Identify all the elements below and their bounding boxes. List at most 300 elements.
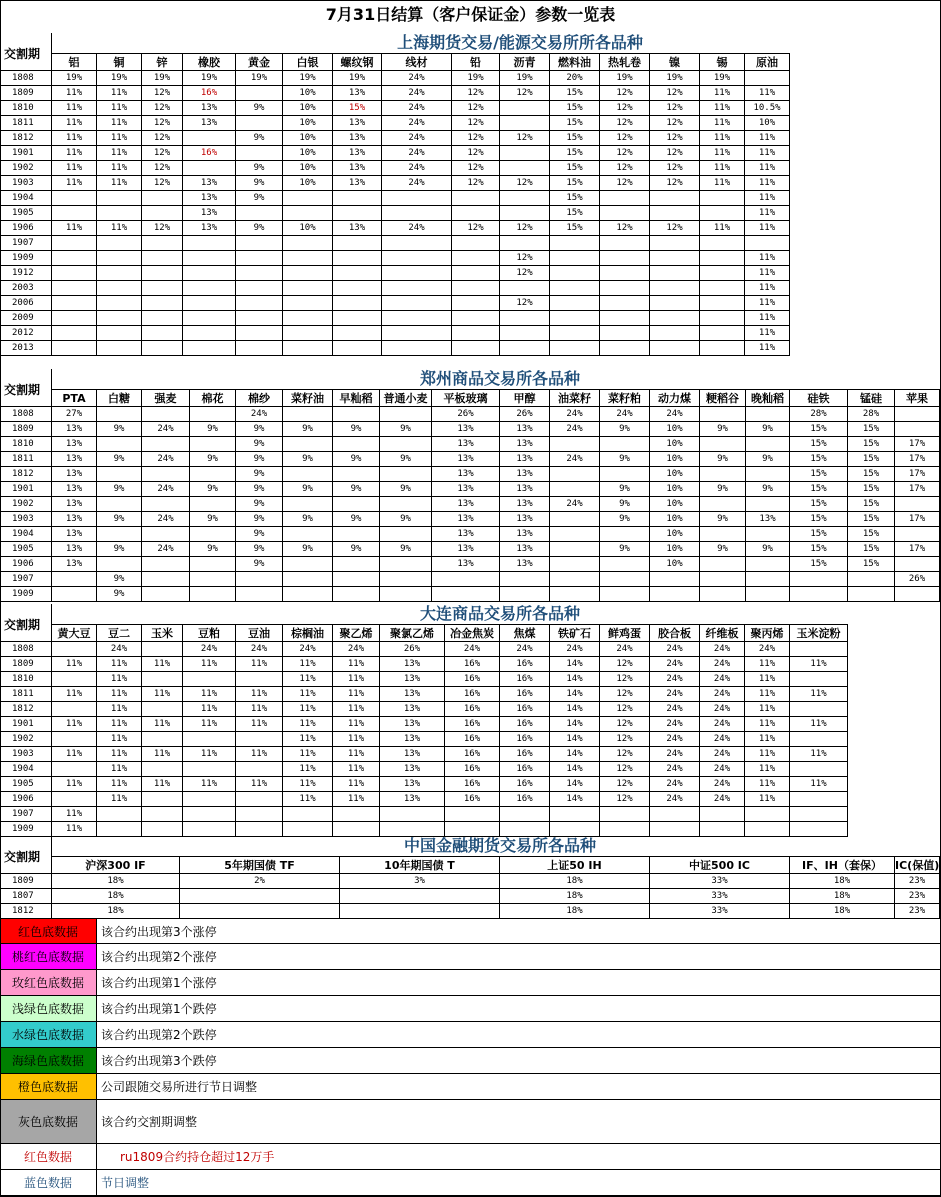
czce-value bbox=[97, 467, 142, 482]
shfe-value: 11% bbox=[52, 176, 97, 191]
shfe-value bbox=[97, 296, 142, 311]
legend-description: 该合约出现第3个跌停 bbox=[101, 1054, 217, 1068]
dce-value bbox=[445, 822, 500, 837]
cffex-product-header: 沪深300 IF bbox=[52, 856, 180, 874]
czce-value: 9% bbox=[600, 512, 650, 527]
dce-value: 11% bbox=[745, 687, 790, 702]
shfe-value bbox=[600, 251, 650, 266]
dce-row-label: 交割期 bbox=[4, 618, 41, 632]
shfe-month: 1812 bbox=[0, 131, 52, 146]
shfe-value bbox=[550, 296, 600, 311]
czce-value bbox=[700, 407, 746, 422]
czce-value: 9% bbox=[97, 572, 142, 587]
czce-value: 13% bbox=[500, 527, 550, 542]
dce-product-header: 聚氯乙烯 bbox=[380, 624, 445, 642]
czce-value: 13% bbox=[52, 437, 97, 452]
shfe-value bbox=[600, 236, 650, 251]
czce-month: 1810 bbox=[0, 437, 52, 452]
legend-row bbox=[0, 1144, 941, 1170]
cffex-month: 1812 bbox=[0, 904, 52, 919]
shfe-value bbox=[333, 251, 382, 266]
czce-value bbox=[380, 587, 432, 602]
shfe-value bbox=[97, 251, 142, 266]
czce-value bbox=[848, 572, 895, 587]
shfe-value bbox=[142, 281, 183, 296]
czce-value bbox=[190, 407, 236, 422]
shfe-value: 12% bbox=[600, 176, 650, 191]
czce-value bbox=[236, 587, 283, 602]
dce-value bbox=[97, 822, 142, 837]
czce-value bbox=[746, 572, 790, 587]
dce-value: 14% bbox=[550, 717, 600, 732]
czce-product-header: 甲醇 bbox=[500, 389, 550, 407]
dce-value: 11% bbox=[52, 807, 97, 822]
legend-row bbox=[0, 1074, 941, 1100]
czce-value bbox=[142, 557, 190, 572]
czce-value bbox=[550, 437, 600, 452]
dce-value bbox=[97, 807, 142, 822]
shfe-value bbox=[500, 116, 550, 131]
dce-value: 16% bbox=[445, 732, 500, 747]
czce-value: 9% bbox=[97, 542, 142, 557]
shfe-value: 9% bbox=[236, 176, 283, 191]
dce-value bbox=[500, 807, 550, 822]
czce-value bbox=[550, 542, 600, 557]
shfe-value: 11% bbox=[97, 161, 142, 176]
shfe-value: 15% bbox=[550, 116, 600, 131]
dce-value bbox=[380, 822, 445, 837]
dce-value: 11% bbox=[236, 702, 283, 717]
czce-value: 9% bbox=[746, 422, 790, 437]
shfe-value: 11% bbox=[745, 221, 790, 236]
shfe-value bbox=[550, 326, 600, 341]
czce-value: 24% bbox=[142, 452, 190, 467]
czce-product-header: 棉纱 bbox=[236, 389, 283, 407]
dce-value: 11% bbox=[52, 687, 97, 702]
dce-value: 13% bbox=[380, 732, 445, 747]
shfe-value bbox=[283, 206, 333, 221]
shfe-value: 19% bbox=[600, 71, 650, 86]
dce-month: 1909 bbox=[0, 822, 52, 837]
shfe-value: 20% bbox=[550, 71, 600, 86]
czce-value: 9% bbox=[380, 512, 432, 527]
czce-value bbox=[550, 572, 600, 587]
czce-exchange-name: 郑州商品交易所各品种 bbox=[419, 369, 580, 388]
czce-product-header: 硅铁 bbox=[790, 389, 848, 407]
shfe-value bbox=[236, 146, 283, 161]
czce-value: 9% bbox=[283, 482, 333, 497]
shfe-value: 19% bbox=[333, 71, 382, 86]
dce-value: 11% bbox=[283, 657, 333, 672]
legend-swatch: 玫红色底数据 bbox=[0, 970, 97, 995]
czce-value bbox=[600, 557, 650, 572]
dce-month: 1904 bbox=[0, 762, 52, 777]
shfe-value: 12% bbox=[650, 131, 700, 146]
czce-value bbox=[746, 407, 790, 422]
czce-value: 9% bbox=[97, 512, 142, 527]
czce-value: 15% bbox=[848, 452, 895, 467]
dce-value: 16% bbox=[445, 657, 500, 672]
shfe-value bbox=[600, 281, 650, 296]
shfe-month: 1904 bbox=[0, 191, 52, 206]
dce-value: 24% bbox=[700, 657, 745, 672]
czce-value bbox=[895, 497, 940, 512]
dce-value: 14% bbox=[550, 747, 600, 762]
shfe-value: 11% bbox=[97, 221, 142, 236]
shfe-value bbox=[97, 326, 142, 341]
dce-value: 24% bbox=[700, 762, 745, 777]
dce-product-header: 聚乙烯 bbox=[333, 624, 380, 642]
dce-value bbox=[142, 702, 183, 717]
czce-product-header: 棉花 bbox=[190, 389, 236, 407]
shfe-value bbox=[52, 326, 97, 341]
cffex-value: 18% bbox=[52, 874, 180, 889]
cffex-product-header: 10年期国债 T bbox=[340, 856, 500, 874]
cffex-value bbox=[180, 889, 340, 904]
shfe-product-header: 黄金 bbox=[236, 53, 283, 71]
czce-value bbox=[790, 572, 848, 587]
dce-value bbox=[745, 822, 790, 837]
czce-value bbox=[380, 467, 432, 482]
shfe-value: 13% bbox=[183, 206, 236, 221]
dce-value: 11% bbox=[333, 717, 380, 732]
czce-value: 13% bbox=[52, 542, 97, 557]
czce-value: 15% bbox=[790, 482, 848, 497]
czce-value bbox=[895, 407, 940, 422]
dce-value: 11% bbox=[745, 732, 790, 747]
czce-value: 13% bbox=[746, 512, 790, 527]
shfe-value: 11% bbox=[700, 161, 745, 176]
dce-value: 11% bbox=[333, 657, 380, 672]
czce-value bbox=[790, 587, 848, 602]
cffex-label-box bbox=[0, 836, 52, 874]
dce-value: 11% bbox=[333, 777, 380, 792]
shfe-value: 11% bbox=[745, 191, 790, 206]
shfe-value: 10% bbox=[745, 116, 790, 131]
czce-value: 13% bbox=[432, 422, 500, 437]
shfe-value bbox=[700, 236, 745, 251]
dce-value: 11% bbox=[142, 687, 183, 702]
dce-month: 1810 bbox=[0, 672, 52, 687]
shfe-value: 10% bbox=[283, 131, 333, 146]
dce-value: 16% bbox=[445, 777, 500, 792]
czce-value bbox=[746, 437, 790, 452]
czce-value: 9% bbox=[283, 512, 333, 527]
dce-value bbox=[142, 792, 183, 807]
dce-value: 14% bbox=[550, 792, 600, 807]
dce-product-header: 豆油 bbox=[236, 624, 283, 642]
dce-value: 24% bbox=[650, 777, 700, 792]
dce-value bbox=[183, 822, 236, 837]
dce-value bbox=[790, 807, 848, 822]
shfe-value: 24% bbox=[382, 116, 452, 131]
shfe-value: 9% bbox=[236, 221, 283, 236]
shfe-value: 12% bbox=[500, 251, 550, 266]
czce-value bbox=[432, 587, 500, 602]
dce-value: 24% bbox=[700, 672, 745, 687]
dce-value: 11% bbox=[236, 777, 283, 792]
dce-value: 11% bbox=[745, 702, 790, 717]
czce-value: 9% bbox=[283, 452, 333, 467]
cffex-value: 33% bbox=[650, 889, 790, 904]
shfe-value bbox=[500, 236, 550, 251]
dce-value: 11% bbox=[52, 777, 97, 792]
dce-value: 12% bbox=[600, 777, 650, 792]
shfe-value: 19% bbox=[236, 71, 283, 86]
shfe-value: 12% bbox=[650, 116, 700, 131]
shfe-value: 11% bbox=[745, 326, 790, 341]
dce-value bbox=[790, 792, 848, 807]
shfe-value: 13% bbox=[183, 101, 236, 116]
shfe-product-header: 沥青 bbox=[500, 53, 550, 71]
czce-value: 15% bbox=[790, 437, 848, 452]
dce-value: 24% bbox=[333, 642, 380, 657]
shfe-value: 13% bbox=[333, 131, 382, 146]
dce-value: 12% bbox=[600, 717, 650, 732]
shfe-value: 24% bbox=[382, 101, 452, 116]
shfe-value: 12% bbox=[142, 221, 183, 236]
czce-month: 1906 bbox=[0, 557, 52, 572]
legend-row bbox=[0, 1100, 941, 1144]
czce-value: 13% bbox=[432, 437, 500, 452]
czce-value: 9% bbox=[190, 542, 236, 557]
czce-value: 13% bbox=[432, 527, 500, 542]
czce-product-header: 菜籽油 bbox=[283, 389, 333, 407]
shfe-value: 16% bbox=[183, 86, 236, 101]
dce-value: 24% bbox=[650, 687, 700, 702]
dce-value: 14% bbox=[550, 732, 600, 747]
shfe-value bbox=[452, 191, 500, 206]
shfe-value: 19% bbox=[142, 71, 183, 86]
czce-value: 9% bbox=[380, 422, 432, 437]
shfe-value bbox=[452, 281, 500, 296]
czce-value bbox=[52, 587, 97, 602]
dce-month: 1808 bbox=[0, 642, 52, 657]
shfe-value bbox=[500, 101, 550, 116]
shfe-value: 13% bbox=[183, 176, 236, 191]
dce-value: 11% bbox=[97, 762, 142, 777]
dce-value: 14% bbox=[550, 657, 600, 672]
legend-description: 该合约出现第3个涨停 bbox=[101, 925, 217, 939]
czce-value bbox=[746, 557, 790, 572]
dce-value bbox=[790, 762, 848, 777]
czce-value bbox=[142, 467, 190, 482]
czce-value: 17% bbox=[895, 512, 940, 527]
dce-value: 24% bbox=[700, 717, 745, 732]
shfe-value bbox=[236, 206, 283, 221]
shfe-value bbox=[700, 281, 745, 296]
czce-month: 1903 bbox=[0, 512, 52, 527]
dce-value bbox=[333, 807, 380, 822]
czce-product-header: 早籼稻 bbox=[333, 389, 380, 407]
shfe-value: 13% bbox=[183, 191, 236, 206]
czce-value: 15% bbox=[848, 527, 895, 542]
dce-value bbox=[700, 822, 745, 837]
czce-value bbox=[746, 467, 790, 482]
czce-value: 13% bbox=[500, 542, 550, 557]
dce-value bbox=[790, 732, 848, 747]
dce-value bbox=[550, 807, 600, 822]
cffex-value bbox=[340, 904, 500, 919]
legend-description: 该合约出现第1个跌停 bbox=[101, 1002, 217, 1016]
czce-value bbox=[550, 557, 600, 572]
czce-value: 15% bbox=[790, 452, 848, 467]
dce-value: 11% bbox=[236, 687, 283, 702]
dce-value bbox=[600, 807, 650, 822]
legend-row bbox=[0, 944, 941, 970]
shfe-value bbox=[52, 191, 97, 206]
shfe-value bbox=[236, 236, 283, 251]
czce-value: 26% bbox=[432, 407, 500, 422]
shfe-month: 2012 bbox=[0, 326, 52, 341]
shfe-value: 12% bbox=[452, 101, 500, 116]
shfe-value bbox=[333, 311, 382, 326]
shfe-value bbox=[600, 191, 650, 206]
czce-value: 9% bbox=[97, 587, 142, 602]
shfe-value bbox=[452, 266, 500, 281]
czce-value bbox=[142, 407, 190, 422]
czce-value bbox=[283, 467, 333, 482]
shfe-value: 11% bbox=[52, 131, 97, 146]
czce-value bbox=[650, 572, 700, 587]
czce-value bbox=[283, 407, 333, 422]
shfe-value: 12% bbox=[500, 266, 550, 281]
shfe-value bbox=[382, 281, 452, 296]
dce-value: 11% bbox=[97, 717, 142, 732]
dce-value: 14% bbox=[550, 762, 600, 777]
legend-description: 该合约出现第2个涨停 bbox=[101, 950, 217, 964]
czce-value: 9% bbox=[236, 467, 283, 482]
czce-value: 9% bbox=[283, 422, 333, 437]
czce-value bbox=[333, 437, 380, 452]
dce-value: 24% bbox=[650, 642, 700, 657]
czce-value: 9% bbox=[700, 422, 746, 437]
dce-value: 12% bbox=[600, 687, 650, 702]
legend-swatch: 灰色底数据 bbox=[0, 1100, 97, 1143]
czce-value: 9% bbox=[333, 422, 380, 437]
shfe-value: 13% bbox=[333, 86, 382, 101]
shfe-value bbox=[550, 236, 600, 251]
shfe-value bbox=[700, 341, 745, 356]
czce-value: 15% bbox=[848, 467, 895, 482]
shfe-value: 15% bbox=[550, 206, 600, 221]
czce-value bbox=[97, 407, 142, 422]
czce-value: 15% bbox=[790, 512, 848, 527]
dce-value: 24% bbox=[650, 792, 700, 807]
czce-value: 9% bbox=[700, 452, 746, 467]
czce-value: 15% bbox=[790, 497, 848, 512]
shfe-product-header: 热轧卷 bbox=[600, 53, 650, 71]
shfe-value bbox=[283, 311, 333, 326]
czce-value: 10% bbox=[650, 467, 700, 482]
dce-value: 11% bbox=[790, 687, 848, 702]
czce-product-header: 油菜籽 bbox=[550, 389, 600, 407]
shfe-value: 13% bbox=[183, 116, 236, 131]
dce-value bbox=[650, 822, 700, 837]
czce-value: 13% bbox=[52, 527, 97, 542]
dce-value: 11% bbox=[790, 747, 848, 762]
shfe-value: 13% bbox=[333, 221, 382, 236]
shfe-value bbox=[600, 341, 650, 356]
cffex-value: 23% bbox=[895, 904, 940, 919]
shfe-value: 11% bbox=[97, 101, 142, 116]
cffex-value bbox=[340, 889, 500, 904]
shfe-value bbox=[500, 326, 550, 341]
shfe-value bbox=[183, 131, 236, 146]
dce-value bbox=[550, 822, 600, 837]
shfe-value: 11% bbox=[745, 251, 790, 266]
dce-value: 13% bbox=[380, 747, 445, 762]
czce-value: 9% bbox=[97, 452, 142, 467]
czce-value bbox=[895, 587, 940, 602]
dce-value bbox=[236, 672, 283, 687]
shfe-value: 10% bbox=[283, 146, 333, 161]
czce-value: 9% bbox=[236, 542, 283, 557]
dce-value: 16% bbox=[500, 687, 550, 702]
dce-value: 11% bbox=[333, 732, 380, 747]
czce-value: 10% bbox=[650, 422, 700, 437]
legend-swatch: 红色底数据 bbox=[0, 919, 97, 943]
dce-value: 24% bbox=[745, 642, 790, 657]
czce-month: 1902 bbox=[0, 497, 52, 512]
dce-product-header: 鲜鸡蛋 bbox=[600, 624, 650, 642]
shfe-value bbox=[183, 251, 236, 266]
shfe-value: 11% bbox=[745, 131, 790, 146]
czce-value: 9% bbox=[236, 452, 283, 467]
shfe-value: 12% bbox=[500, 296, 550, 311]
dce-value: 11% bbox=[97, 687, 142, 702]
czce-value: 9% bbox=[190, 422, 236, 437]
czce-value bbox=[142, 587, 190, 602]
dce-value: 24% bbox=[550, 642, 600, 657]
dce-value bbox=[236, 807, 283, 822]
dce-value bbox=[790, 702, 848, 717]
dce-value: 13% bbox=[380, 717, 445, 732]
shfe-value: 15% bbox=[550, 176, 600, 191]
czce-value bbox=[190, 437, 236, 452]
shfe-value: 24% bbox=[382, 71, 452, 86]
shfe-value: 12% bbox=[600, 86, 650, 101]
dce-product-header: 黄大豆 bbox=[52, 624, 97, 642]
dce-value: 11% bbox=[183, 657, 236, 672]
shfe-value: 11% bbox=[97, 116, 142, 131]
shfe-value bbox=[142, 266, 183, 281]
czce-value: 9% bbox=[600, 452, 650, 467]
czce-value: 9% bbox=[700, 512, 746, 527]
dce-value: 24% bbox=[183, 642, 236, 657]
shfe-month: 2003 bbox=[0, 281, 52, 296]
shfe-value: 15% bbox=[550, 86, 600, 101]
dce-value: 11% bbox=[333, 762, 380, 777]
czce-value: 28% bbox=[848, 407, 895, 422]
shfe-value bbox=[550, 281, 600, 296]
legend-swatch: 蓝色数据 bbox=[0, 1170, 97, 1195]
dce-value bbox=[183, 762, 236, 777]
dce-month: 1901 bbox=[0, 717, 52, 732]
dce-value: 24% bbox=[700, 777, 745, 792]
shfe-value: 12% bbox=[452, 86, 500, 101]
shfe-value bbox=[52, 341, 97, 356]
shfe-value bbox=[333, 236, 382, 251]
cffex-value: 18% bbox=[500, 904, 650, 919]
cffex-value: 18% bbox=[790, 889, 895, 904]
dce-product-header: 聚丙烯 bbox=[745, 624, 790, 642]
czce-value: 13% bbox=[52, 422, 97, 437]
dce-value: 11% bbox=[183, 777, 236, 792]
dce-value: 24% bbox=[650, 672, 700, 687]
dce-value: 13% bbox=[380, 657, 445, 672]
dce-value: 26% bbox=[380, 642, 445, 657]
